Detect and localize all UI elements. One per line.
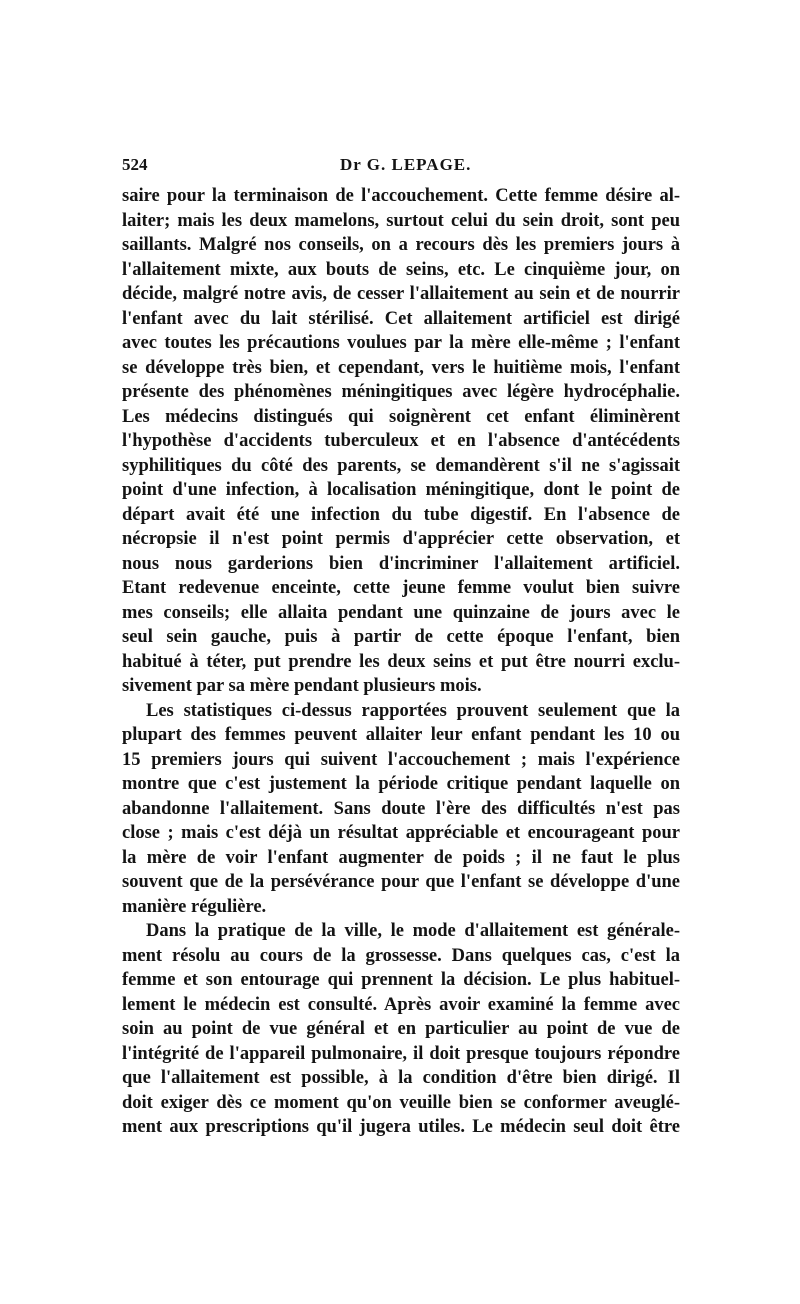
text-line: mes conseils; elle allaita pendant une quinzaine de jours avec le [122,602,680,623]
text-line: saillants. Malgré nos conseils, on a recours dès les premiers jours à [122,235,680,255]
text-line: sivement par sa mère pendant plusieurs mois. [122,676,482,696]
text-line: femme et son entourage qui prennent la décision. Le plus habituel- [122,970,680,990]
body-text [122,184,680,1140]
text-line: l'allaitement mixte, aux bouts de seins, etc. Le cinquième jour, on [122,259,680,280]
text-line: nécropsie il n'est point permis d'apprécier cette observation, et [122,529,680,549]
text-line: se développe très bien, et cependant, vers le huitième mois, l'enfant [122,357,680,378]
text-line: départ avait été une infection du tube digestif. En l'absence de [122,504,680,525]
text-line: ment résolu au cours de la grossesse. Dans quelques cas, c'est la [122,945,680,966]
text-line: lement le médecin est consulté. Après avoir examiné la femme avec [122,994,680,1015]
text-line: seul sein gauche, puis à partir de cette époque l'enfant, bien [122,627,680,647]
text-line: plupart des femmes peuvent allaiter leur enfant pendant les 10 ou [122,725,680,745]
text-line: soin au point de vue général et en particulier au point de vue de [122,1019,680,1039]
text-line: abandonne l'allaitement. Sans doute l'ère des difficultés n'est pas [122,798,680,819]
text-line: montre que c'est justement la période critique pendant laquelle on [122,774,680,794]
text-line: close ; mais c'est déjà un résultat appréciable et encourageant pour [122,823,680,843]
text-line: Les médecins distingués qui soignèrent cet enfant éliminèrent [122,406,680,427]
page-number: 524 [122,155,148,174]
text-line: Etant redevenue enceinte, cette jeune femme voulut bien suivre [122,578,680,598]
text-line: l'hypothèse d'accidents tuberculeux et en l'absence d'antécédents [122,431,680,451]
text-line: la mère de voir l'enfant augmenter de poids ; il ne faut le plus [122,847,680,868]
text-line: laiter; mais les deux mamelons, surtout celui du sein droit, sont peu [122,210,680,231]
text-line: l'enfant avec du lait stérilisé. Cet allaitement artificiel est dirigé [122,308,680,329]
text-line: Les statistiques ci-dessus rapportées prouvent seulement que la [146,700,680,721]
text-line: nous nous garderions bien d'incriminer l'allaitement artificiel. [122,553,680,574]
page-header [122,155,682,181]
running-head: Dr G. LEPAGE. [340,155,472,174]
text-line: présente des phénomènes méningitiques avec légère hydrocéphalie. [122,382,680,402]
text-line: souvent que de la persévérance pour que l'enfant se développe d'une [122,872,680,892]
text-line: saire pour la terminaison de l'accouchement. Cette femme désire al- [122,186,680,206]
text-line: ment aux prescriptions qu'il jugera utiles. Le médecin seul doit être [122,1117,680,1137]
text-line: 15 premiers jours qui suivent l'accouchement ; mais l'expérience [122,749,680,770]
text-line: avec toutes les précautions voulues par la mère elle-même ; l'enfant [122,333,680,353]
text-line: point d'une infection, à localisation méningitique, dont le point de [122,480,680,500]
text-line: habitué à téter, put prendre les deux seins et put être nourri exclu- [122,651,680,672]
text-line: décide, malgré notre avis, de cesser l'allaitement au sein et de nourrir [122,284,680,304]
text-line: doit exiger dès ce moment qu'on veuille bien se conformer aveuglé- [122,1092,680,1113]
text-line: que l'allaitement est possible, à la condition d'être bien dirigé. Il [122,1068,680,1088]
text-line: l'intégrité de l'appareil pulmonaire, il doit presque toujours répondre [122,1043,680,1064]
text-line: syphilitiques du côté des parents, se demandèrent s'il ne s'agissait [122,455,680,476]
text-line: manière régulière. [122,896,267,917]
text-line: Dans la pratique de la ville, le mode d'allaitement est générale- [146,921,680,941]
